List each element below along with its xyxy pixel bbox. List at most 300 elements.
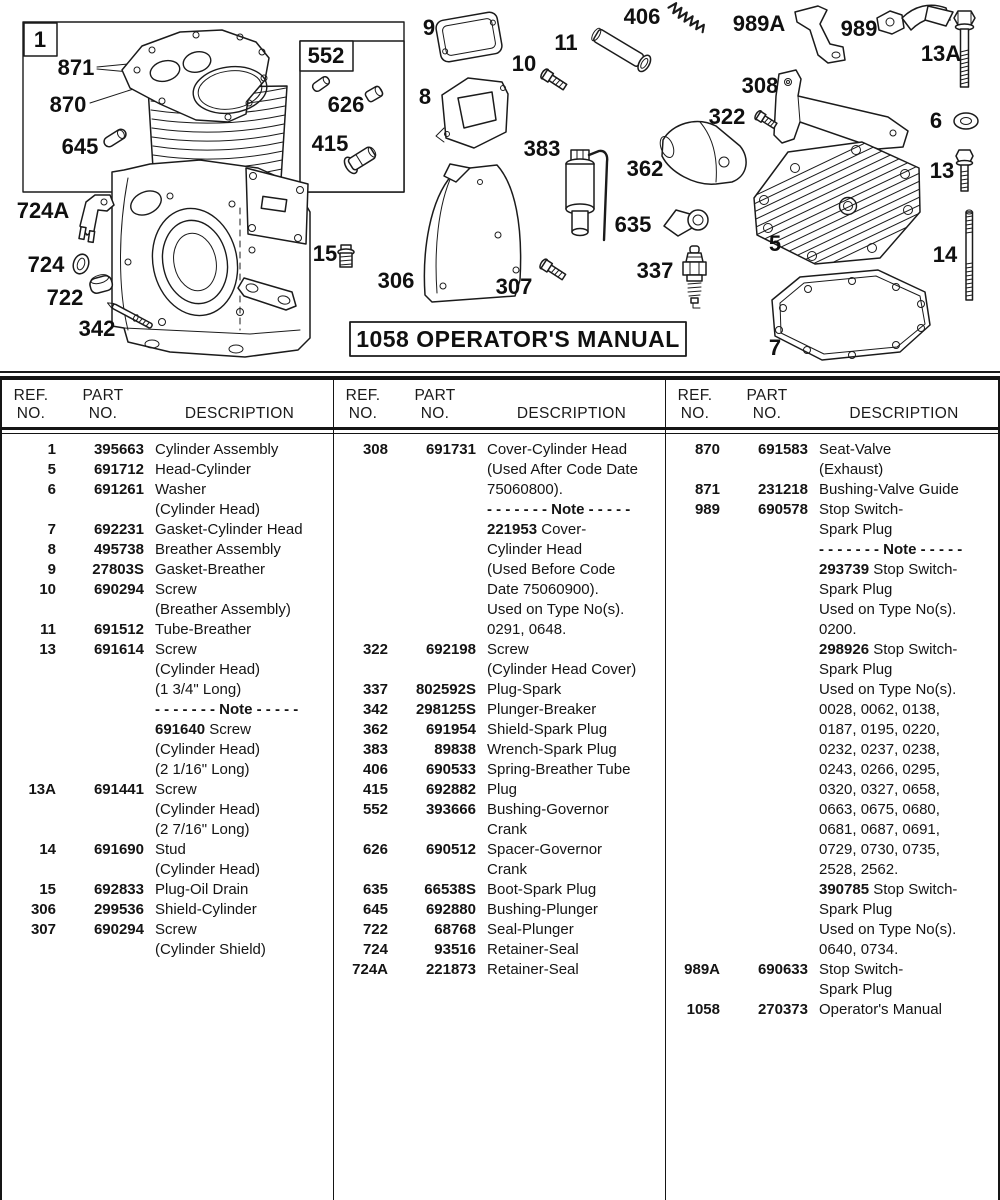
table-header	[666, 380, 998, 430]
table-row-line	[666, 940, 998, 960]
ref-no-cell: 722	[362, 921, 388, 938]
ref-no-header: REF. NO.	[677, 387, 713, 422]
ref-no-cell: 15	[39, 881, 56, 898]
part-no-cell	[56, 500, 144, 520]
ref-no-cell	[334, 580, 388, 600]
part-no-header: PART NO.	[414, 387, 456, 422]
table-column-1	[2, 380, 334, 1200]
wrench-spark-plug-drawing	[566, 150, 607, 240]
table-row-line	[334, 560, 665, 580]
description-cell: 0187, 0195, 0220,	[819, 721, 940, 738]
table-body-column-3	[666, 434, 998, 1020]
description-cell: 0663, 0675, 0680,	[819, 801, 940, 818]
table-row-line	[334, 720, 665, 740]
boot-spark-plug-drawing	[664, 210, 708, 236]
part-no-cell: 692882	[425, 781, 476, 798]
part-no-cell	[720, 880, 808, 900]
description-cell: 293739 Stop Switch-	[819, 561, 958, 578]
ref-no-cell	[334, 540, 388, 560]
part-no-cell: 691441	[93, 781, 144, 798]
ref-no-cell: 626	[362, 841, 388, 858]
ref-no-cell	[2, 720, 56, 740]
part-no-cell	[720, 680, 808, 700]
table-row-line	[2, 900, 333, 920]
diagram-label-626: 626	[327, 92, 365, 117]
part-no-cell: 270373	[757, 1001, 808, 1018]
table-row-line	[2, 840, 333, 860]
table-row-line	[2, 760, 333, 780]
ref-no-cell	[666, 880, 720, 900]
description-header: DESCRIPTION	[516, 405, 627, 422]
part-no-cell	[720, 740, 808, 760]
ref-no-cell: 13A	[28, 781, 56, 798]
description-cell: 0640, 0734.	[819, 941, 899, 958]
ref-no-cell	[666, 620, 720, 640]
table-row-line	[334, 920, 665, 940]
part-no-cell	[56, 660, 144, 680]
description-cell: 691640 Screw	[155, 721, 251, 738]
part-no-header: PART NO.	[746, 387, 788, 422]
diagram-label-724A: 724A	[16, 198, 70, 223]
description-cell: (2 7/16" Long)	[155, 821, 250, 838]
table-row-line	[334, 580, 665, 600]
description-cell: Crank	[487, 821, 528, 838]
table-row-line	[666, 540, 998, 560]
part-no-cell: 93516	[434, 941, 476, 958]
part-no-cell	[720, 800, 808, 820]
diagram-label-10: 10	[511, 51, 537, 76]
description-cell: (Cylinder Head)	[155, 501, 261, 518]
description-cell: 2528, 2562.	[819, 861, 899, 878]
part-no-cell: 66538S	[424, 881, 476, 898]
table-row-line	[666, 600, 998, 620]
diagram-label-415: 415	[311, 131, 349, 156]
diagram-label-722: 722	[46, 285, 84, 310]
ref-no-cell: 10	[39, 581, 56, 598]
diagram-label-870: 870	[49, 92, 87, 117]
description-cell: Screw	[155, 921, 197, 938]
part-no-cell	[388, 560, 476, 580]
description-cell: Used on Type No(s).	[487, 601, 625, 618]
part-no-cell: 692198	[425, 641, 476, 658]
part-no-cell: 299536	[93, 901, 144, 918]
ref-no-cell	[2, 500, 56, 520]
ref-no-cell	[666, 520, 720, 540]
shield-spark-plug-drawing	[658, 122, 747, 185]
parts-table	[0, 371, 1000, 1200]
table-row-line	[334, 900, 665, 920]
part-no-cell: 691690	[93, 841, 144, 858]
description-cell: Spark Plug	[819, 581, 893, 598]
part-no-cell: 692833	[93, 881, 144, 898]
ref-no-cell: 1058	[686, 1001, 720, 1018]
description-cell: Plunger-Breaker	[487, 701, 597, 718]
ref-no-cell	[666, 800, 720, 820]
part-no-cell: 691512	[93, 621, 144, 638]
diagram-label-306: 306	[377, 268, 415, 293]
table-row-line	[334, 520, 665, 540]
table-row-line	[666, 620, 998, 640]
part-no-cell	[720, 540, 808, 560]
part-no-cell: 690512	[425, 841, 476, 858]
part-no-cell	[720, 640, 808, 660]
table-row-line	[666, 480, 998, 500]
description-cell: Stop Switch-	[819, 961, 904, 978]
description-cell: 0200.	[819, 621, 857, 638]
description-cell: Retainer-Seal	[487, 961, 579, 978]
diagram-label-9: 9	[422, 15, 436, 40]
table-row-line	[334, 680, 665, 700]
diagram-label-989A: 989A	[732, 11, 786, 36]
description-cell: 0291, 0648.	[487, 621, 567, 638]
bushing-plunger-drawing	[102, 127, 128, 148]
ref-no-cell	[2, 700, 56, 720]
part-no-cell	[388, 540, 476, 560]
ref-no-cell	[666, 640, 720, 660]
diagram-label-13: 13	[929, 158, 955, 183]
table-row-line	[2, 660, 333, 680]
table-row-line	[2, 680, 333, 700]
description-cell: Spark Plug	[819, 661, 893, 678]
part-no-cell: 802592S	[415, 681, 476, 698]
part-no-cell	[56, 680, 144, 700]
part-no-cell	[720, 920, 808, 940]
table-row-line	[2, 520, 333, 540]
part-no-cell	[388, 580, 476, 600]
table-row-line	[2, 460, 333, 480]
spark-plug-drawing	[683, 246, 706, 308]
part-no-cell	[56, 720, 144, 740]
ref-no-cell	[334, 520, 388, 540]
table-row-line	[666, 960, 998, 980]
ref-no-cell	[666, 940, 720, 960]
tube-breather-drawing	[589, 25, 653, 73]
table-row-line	[334, 620, 665, 640]
part-no-cell	[720, 820, 808, 840]
description-cell: Washer	[155, 481, 207, 498]
ref-no-cell	[666, 540, 720, 560]
ref-no-cell	[666, 760, 720, 780]
table-row-line	[334, 840, 665, 860]
table-row-line	[334, 640, 665, 660]
description-cell: Head-Cylinder	[155, 461, 251, 478]
description-cell: Date 75060900).	[487, 581, 599, 598]
ref-no-cell	[666, 820, 720, 840]
description-cell: Cylinder Assembly	[155, 441, 279, 458]
ref-no-cell	[334, 500, 388, 520]
part-no-cell	[720, 700, 808, 720]
description-cell: Screw	[155, 781, 197, 798]
diagram-label-14: 14	[932, 242, 958, 267]
diagram-label-322: 322	[708, 104, 746, 129]
ref-no-cell	[2, 800, 56, 820]
table-row-line	[666, 720, 998, 740]
description-cell: Crank	[487, 861, 528, 878]
description-cell: Spark Plug	[819, 981, 893, 998]
diagram-label-406: 406	[623, 4, 661, 29]
table-row-line	[666, 1000, 998, 1020]
table-row-line	[334, 780, 665, 800]
retainer-seal-drawing	[71, 252, 91, 276]
description-cell: 0243, 0266, 0295,	[819, 761, 940, 778]
table-row-line	[334, 800, 665, 820]
boss-lug	[261, 196, 286, 211]
table-row-line	[666, 760, 998, 780]
diagram-label-342: 342	[78, 316, 116, 341]
part-no-cell	[720, 840, 808, 860]
table-row-line	[334, 820, 665, 840]
description-cell: Spark Plug	[819, 521, 893, 538]
part-no-cell	[720, 520, 808, 540]
table-row-line	[666, 900, 998, 920]
description-cell: Wrench-Spark Plug	[487, 741, 617, 758]
description-cell: Seat-Valve	[819, 441, 892, 458]
table-body-column-2	[334, 434, 665, 980]
diagram-label-552: 552	[307, 43, 345, 68]
ref-no-cell	[666, 680, 720, 700]
part-no-cell	[56, 860, 144, 880]
part-no-cell	[720, 600, 808, 620]
part-no-cell: 393666	[425, 801, 476, 818]
table-row-line	[2, 480, 333, 500]
description-cell: Gasket-Breather	[155, 561, 266, 578]
part-no-cell: 692880	[425, 901, 476, 918]
table-row-line	[334, 740, 665, 760]
ref-no-cell	[2, 680, 56, 700]
part-no-cell	[720, 760, 808, 780]
spring-breather-tube-drawing	[667, 1, 708, 33]
table-row-line	[2, 800, 333, 820]
ref-no-cell: 14	[39, 841, 56, 858]
table-row-line	[666, 840, 998, 860]
ref-no-cell: 415	[362, 781, 388, 798]
description-cell: (Used After Code Date	[487, 461, 638, 478]
table-row-line	[666, 980, 998, 1000]
ref-no-cell	[2, 860, 56, 880]
table-row-line	[334, 460, 665, 480]
part-no-cell: 395663	[93, 441, 144, 458]
ref-no-cell	[666, 860, 720, 880]
table-row-line	[2, 700, 333, 720]
description-cell: Gasket-Cylinder Head	[155, 521, 303, 538]
description-cell: Shield-Cylinder	[155, 901, 257, 918]
table-row-line	[334, 540, 665, 560]
cover-cylinder-head-drawing	[774, 70, 908, 149]
part-no-cell	[720, 720, 808, 740]
table-row-line	[2, 820, 333, 840]
diagram-label-11: 11	[554, 30, 578, 55]
ref-no-cell: 724	[362, 941, 388, 958]
description-cell: 390785 Stop Switch-	[819, 881, 958, 898]
table-row-line	[666, 660, 998, 680]
diagram-label-871: 871	[57, 55, 95, 80]
plug-oil-drain-drawing	[338, 245, 354, 267]
description-cell: Bushing-Valve Guide	[819, 481, 959, 498]
table-row-line	[2, 580, 333, 600]
description-cell: (Cylinder Shield)	[155, 941, 266, 958]
ref-no-cell	[334, 860, 388, 880]
description-cell: - - - - - - - Note - - - - -	[487, 501, 631, 518]
description-cell: Bushing-Plunger	[487, 901, 598, 918]
ref-no-cell	[666, 600, 720, 620]
table-row-line	[666, 580, 998, 600]
description-cell: 0028, 0062, 0138,	[819, 701, 940, 718]
ref-no-cell	[334, 600, 388, 620]
part-no-cell	[56, 740, 144, 760]
table-row-line	[2, 560, 333, 580]
ref-no-header: REF. NO.	[13, 387, 49, 422]
description-cell: Spring-Breather Tube	[487, 761, 631, 778]
ref-no-cell: 342	[362, 701, 388, 718]
gasket-cylinder-head-drawing	[772, 270, 930, 360]
table-row-line	[2, 440, 333, 460]
description-cell: (2 1/16" Long)	[155, 761, 250, 778]
table-row-line	[2, 940, 333, 960]
table-row-line	[2, 740, 333, 760]
table-row-line	[334, 880, 665, 900]
exploded-parts-diagram	[0, 0, 1000, 371]
diagram-label-1: 1	[33, 27, 47, 52]
table-row-line	[666, 440, 998, 460]
description-cell: Bushing-Governor	[487, 801, 609, 818]
description-cell: Stud	[155, 841, 186, 858]
part-no-header: PART NO.	[82, 387, 124, 422]
table-row-line	[334, 480, 665, 500]
ref-no-cell: 322	[362, 641, 388, 658]
table-header	[334, 380, 665, 430]
ref-no-cell: 6	[47, 481, 56, 498]
part-no-cell	[56, 940, 144, 960]
ref-no-cell	[334, 460, 388, 480]
ref-no-cell	[2, 600, 56, 620]
diagram-label-724: 724	[27, 252, 65, 277]
part-no-cell	[720, 940, 808, 960]
stop-switch-989-drawing	[877, 5, 953, 34]
stud-drawing	[966, 210, 973, 300]
part-no-cell	[56, 760, 144, 780]
table-row-line	[666, 800, 998, 820]
diagram-label-308: 308	[741, 73, 779, 98]
table-row-line	[334, 760, 665, 780]
diagram-label-989: 989	[840, 16, 878, 41]
part-no-cell: 690533	[425, 761, 476, 778]
table-row-line	[2, 860, 333, 880]
description-cell: (Cylinder Head Cover)	[487, 661, 637, 678]
bolt-13-drawing	[956, 150, 973, 191]
description-cell: (Used Before Code	[487, 561, 616, 578]
part-no-cell	[56, 700, 144, 720]
part-no-cell	[720, 980, 808, 1000]
description-cell: Retainer-Seal	[487, 941, 579, 958]
part-no-cell: 89838	[434, 741, 476, 758]
diagram-label-362: 362	[626, 156, 664, 181]
table-row-line	[2, 880, 333, 900]
description-cell: Spacer-Governor	[487, 841, 603, 858]
ref-no-cell	[666, 720, 720, 740]
part-no-cell: 27803S	[92, 561, 144, 578]
part-no-cell	[388, 600, 476, 620]
part-no-cell: 691954	[425, 721, 476, 738]
description-cell: Boot-Spark Plug	[487, 881, 597, 898]
table-row-line	[666, 700, 998, 720]
description-cell: Screw	[487, 641, 529, 658]
ref-no-cell	[666, 740, 720, 760]
part-no-cell	[56, 800, 144, 820]
ref-no-cell	[2, 940, 56, 960]
part-no-cell: 298125S	[415, 701, 476, 718]
ref-no-cell: 306	[30, 901, 56, 918]
table-row-line	[334, 660, 665, 680]
ref-no-cell	[666, 460, 720, 480]
part-no-cell: 690633	[757, 961, 808, 978]
table-row-line	[2, 920, 333, 940]
description-cell: (Cylinder Head)	[155, 801, 261, 818]
ref-no-cell: 362	[362, 721, 388, 738]
part-no-cell	[56, 820, 144, 840]
table-row-line	[666, 740, 998, 760]
table-row-line	[334, 860, 665, 880]
part-no-cell	[388, 620, 476, 640]
part-no-cell: 68768	[434, 921, 476, 938]
description-cell: Spark Plug	[819, 901, 893, 918]
table-row-line	[334, 500, 665, 520]
diagram-label-337: 337	[636, 258, 674, 283]
description-cell: 0681, 0687, 0691,	[819, 821, 940, 838]
ref-no-cell: 13	[39, 641, 56, 658]
table-body-column-1	[2, 434, 333, 960]
ref-no-cell	[666, 700, 720, 720]
part-no-cell: 690294	[93, 581, 144, 598]
ref-no-cell	[2, 740, 56, 760]
ref-no-cell: 870	[694, 441, 720, 458]
table-row-line	[2, 720, 333, 740]
ref-no-cell: 724A	[352, 961, 388, 978]
ref-no-cell: 9	[47, 561, 56, 578]
part-no-cell	[720, 460, 808, 480]
ref-no-cell	[666, 920, 720, 940]
ref-no-cell	[666, 980, 720, 1000]
ref-no-cell: 337	[362, 681, 388, 698]
operators-manual-label: 1058 OPERATOR'S MANUAL	[356, 326, 680, 352]
table-row-line	[2, 540, 333, 560]
part-no-cell: 691731	[425, 441, 476, 458]
diagram-label-635: 635	[614, 212, 652, 237]
table-row-line	[334, 440, 665, 460]
part-no-cell	[720, 660, 808, 680]
table-column-3	[666, 380, 998, 1200]
part-no-cell	[388, 460, 476, 480]
ref-no-cell	[334, 660, 388, 680]
diagram-label-8: 8	[418, 84, 432, 109]
description-cell: Screw	[155, 581, 197, 598]
part-no-cell: 495738	[93, 541, 144, 558]
description-cell: Seal-Plunger	[487, 921, 574, 938]
gasket-breather-drawing	[435, 11, 503, 63]
part-no-cell: 691712	[93, 461, 144, 478]
description-cell: Plug	[487, 781, 518, 798]
seal-plunger-drawing	[88, 272, 114, 294]
ref-no-cell: 406	[362, 761, 388, 778]
ref-no-cell: 635	[362, 881, 388, 898]
diagram-label-5: 5	[768, 231, 782, 256]
ref-no-cell	[2, 820, 56, 840]
table-row-line	[2, 500, 333, 520]
ref-no-cell	[666, 580, 720, 600]
part-no-cell	[720, 560, 808, 580]
table-row-line	[2, 780, 333, 800]
diagram-label-13A: 13A	[920, 41, 962, 66]
breather-assembly-drawing	[436, 78, 508, 148]
